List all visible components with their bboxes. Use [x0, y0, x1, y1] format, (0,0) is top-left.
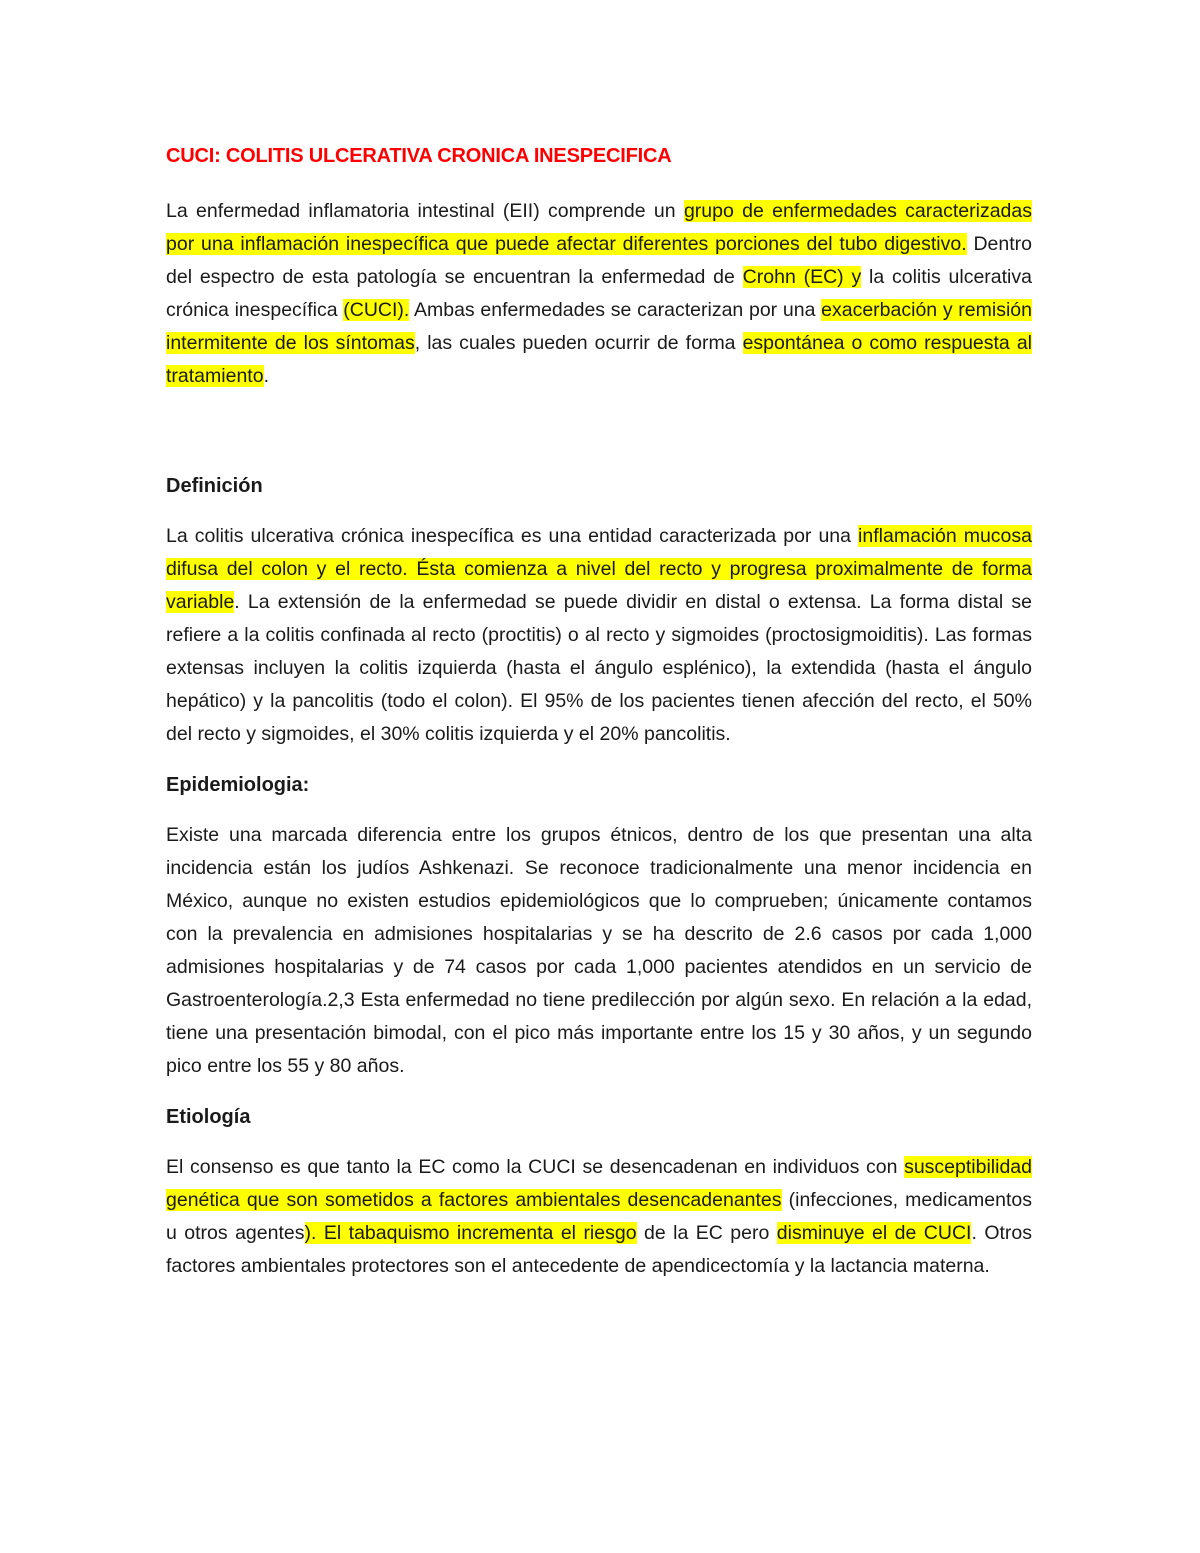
epidemiology-paragraph	[166, 819, 1032, 1083]
highlighted-text: inflamación mucosa difusa del colon y el recto. Ésta comienza a nivel del recto y progresa proximalmente de forma variable	[166, 525, 1032, 613]
highlighted-text: grupo de enfermedades caracterizadas por una inflamación inespecífica que puede afectar diferentes porciones del tubo digestivo.	[166, 200, 1032, 255]
text-run: La enfermedad inflamatoria intestinal (EII) comprende un	[166, 200, 684, 222]
text-run: Existe una marcada diferencia entre los grupos étnicos, dentro de los que presentan una alta incidencia están los judíos Ashkenazi. Se reconoce tradicionalmente una menor incidencia en México, aunque no existen estudios epidemiológicos que lo comprueben; únicamente contamos con la prevalencia en admisiones hospitalarias y se ha descrito de 2.6 casos por cada 1,000 admisiones hospitalarias y de 74 casos por cada 1,000 pacientes atendidos en un servicio de Gastroenterología.2,3 Esta enfermedad no tiene predilección por algún sexo. En relación a la edad, tiene una presentación bimodal, con el pico más importante entre los 15 y 30 años, y un segundo pico entre los 55 y 80 años.	[166, 824, 1032, 1077]
text-run: La colitis ulcerativa crónica inespecífica es una entidad caracterizada por una	[166, 525, 859, 547]
text-run: Ambas enfermedades se caracterizan por una	[409, 299, 822, 321]
highlighted-text: exacerbación y remisión intermitente de los síntomas	[166, 299, 1032, 354]
text-run: . Otros factores ambientales protectores son el antecedente de apendicectomía y la lactancia materna.	[166, 1222, 1033, 1277]
definition-paragraph	[166, 520, 1032, 751]
etiology-paragraph	[166, 1151, 1032, 1283]
definition-heading: Definición	[166, 475, 263, 497]
text-run: .	[263, 365, 269, 387]
text-run: de la EC pero	[636, 1222, 777, 1244]
text-run: . La extensión de la enfermedad se puede dividir en distal o extensa. La forma distal se refiere a la colitis confinada al recto (proctitis) o al recto y sigmoides (proctosigmoiditis). Las formas extensas incluyen la colitis izquierda (hasta el ángulo esplénico), la extendida (hasta el ángulo hepático) y la pancolitis (todo el colon). El 95% de los pacientes tienen afección del recto, el 50% del recto y sigmoides, el 30% colitis izquierda y el 20% pancolitis.	[166, 591, 1032, 745]
highlighted-text: Crohn (EC) y	[742, 266, 862, 288]
highlighted-text: ). El tabaquismo incrementa el riesgo	[304, 1222, 637, 1244]
epidemiology-heading: Epidemiologia:	[166, 774, 310, 796]
highlighted-text: (CUCI).	[343, 299, 410, 321]
text-run: Dentro del espectro de esta patología se encuentran la enfermedad de	[166, 233, 1032, 288]
section-spacer	[166, 411, 1032, 470]
document-page	[166, 140, 1032, 1301]
highlighted-text: disminuye el de CUCI	[776, 1222, 972, 1244]
highlighted-text: susceptibilidad genética que son sometidos a factores ambientales desencadenantes	[166, 1156, 1032, 1211]
text-run: El consenso es que tanto la EC como la CUCI se desencadenan en individuos con	[166, 1156, 905, 1178]
text-run: , las cuales pueden ocurrir de forma	[414, 332, 743, 354]
etiology-heading: Etiología	[166, 1106, 251, 1128]
intro-paragraph	[166, 195, 1032, 393]
highlighted-text: espontánea o como respuesta al tratamiento	[166, 332, 1032, 387]
text-run: (infecciones, medicamentos u otros agentes	[166, 1189, 1032, 1244]
text-run: la colitis ulcerativa crónica inespecífica	[166, 266, 1032, 321]
document-title: CUCI: COLITIS ULCERATIVA CRONICA INESPECIFICA	[166, 145, 672, 167]
